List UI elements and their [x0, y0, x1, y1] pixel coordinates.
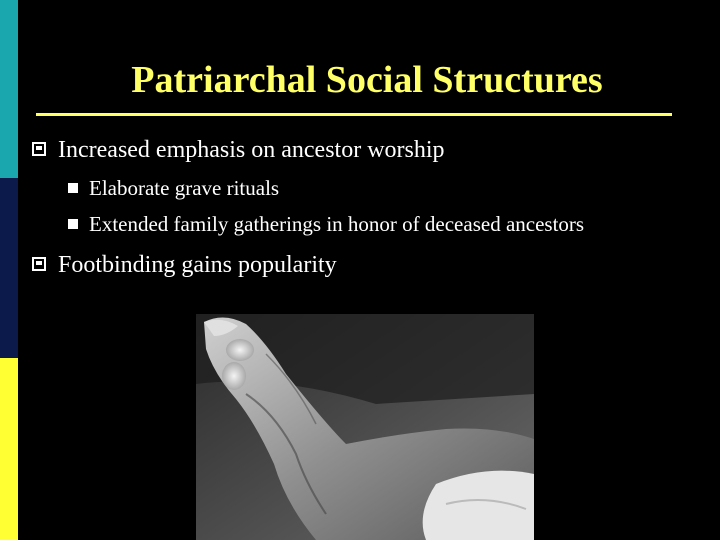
bullet-footbinding	[32, 250, 337, 280]
subbullet-family-gatherings	[68, 211, 584, 237]
bullet-square-icon	[32, 257, 46, 271]
slide-title: Patriarchal Social Structures	[131, 59, 603, 101]
subbullet-square-icon	[68, 219, 78, 229]
subbullet-text: Elaborate grave rituals	[89, 176, 280, 200]
bullet-ancestor-worship	[32, 135, 445, 165]
title-underline	[36, 113, 672, 116]
subbullet-text: Extended family gatherings in honor of deceased ancestors	[89, 212, 585, 236]
bound-foot-photo	[196, 314, 534, 540]
accent-stripe-teal	[0, 0, 18, 178]
bullet-text: Increased emphasis on ancestor worship	[58, 137, 445, 163]
bullet-text: Footbinding gains popularity	[58, 252, 337, 278]
subbullet-square-icon	[68, 183, 78, 193]
accent-stripe-yellow	[0, 358, 18, 540]
bullet-square-icon	[32, 142, 46, 156]
accent-stripe-navy	[0, 178, 18, 358]
subbullet-grave-rituals	[68, 175, 279, 201]
